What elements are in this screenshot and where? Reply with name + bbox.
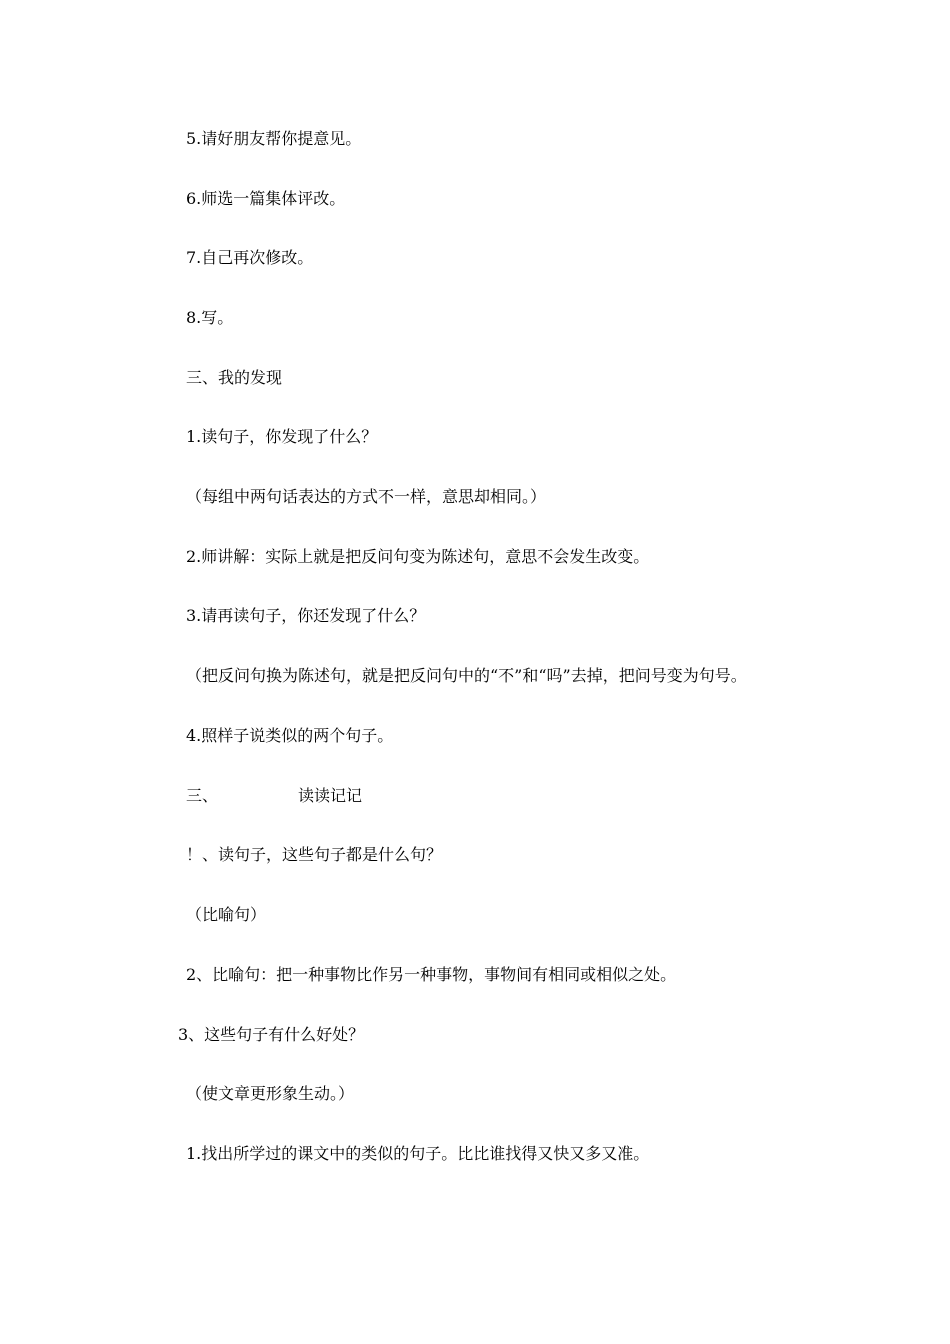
line-read-answer: （比喻句） — [186, 905, 267, 924]
line-item-8: 8.写。 — [186, 308, 234, 327]
line-item-7: 7.自己再次修改。 — [186, 248, 314, 267]
line-read-1: ！、读句子，这些句子都是什么句？ — [186, 845, 443, 864]
line-read-3: 3、这些句子有什么好处？ — [178, 1025, 365, 1044]
line-read-4: 1.找出所学过的课文中的类似的句子。比比谁找得又快又多又准。 — [186, 1144, 650, 1163]
section-number-read: 三、 — [186, 786, 219, 805]
section-heading-discovery: 三、我的发现 — [186, 368, 283, 387]
line-discovery-3: 3.请再读句子，你还发现了什么？ — [186, 606, 426, 625]
line-discovery-answer: （每组中两句话表达的方式不一样，意思却相同。） — [186, 487, 547, 506]
line-discovery-1: 1.读句子，你发现了什么？ — [186, 427, 378, 446]
line-read-2: 2、比喻句：把一种事物比作另一种事物，事物间有相同或相似之处。 — [186, 965, 677, 984]
section-heading-read: 读读记记 — [298, 786, 363, 805]
line-read-answer-2: （使文章更形象生动。） — [186, 1084, 355, 1103]
line-item-5: 5.请好朋友帮你提意见。 — [186, 129, 362, 148]
line-discovery-4: 4.照样子说类似的两个句子。 — [186, 726, 394, 745]
line-item-6: 6.师选一篇集体评改。 — [186, 189, 346, 208]
line-discovery-2: 2.师讲解：实际上就是把反问句变为陈述句，意思不会发生改变。 — [186, 547, 650, 566]
line-discovery-answer-2: （把反问句换为陈述句，就是把反问句中的“不”和“吗”去掉，把问号变为句号。 — [186, 666, 747, 685]
